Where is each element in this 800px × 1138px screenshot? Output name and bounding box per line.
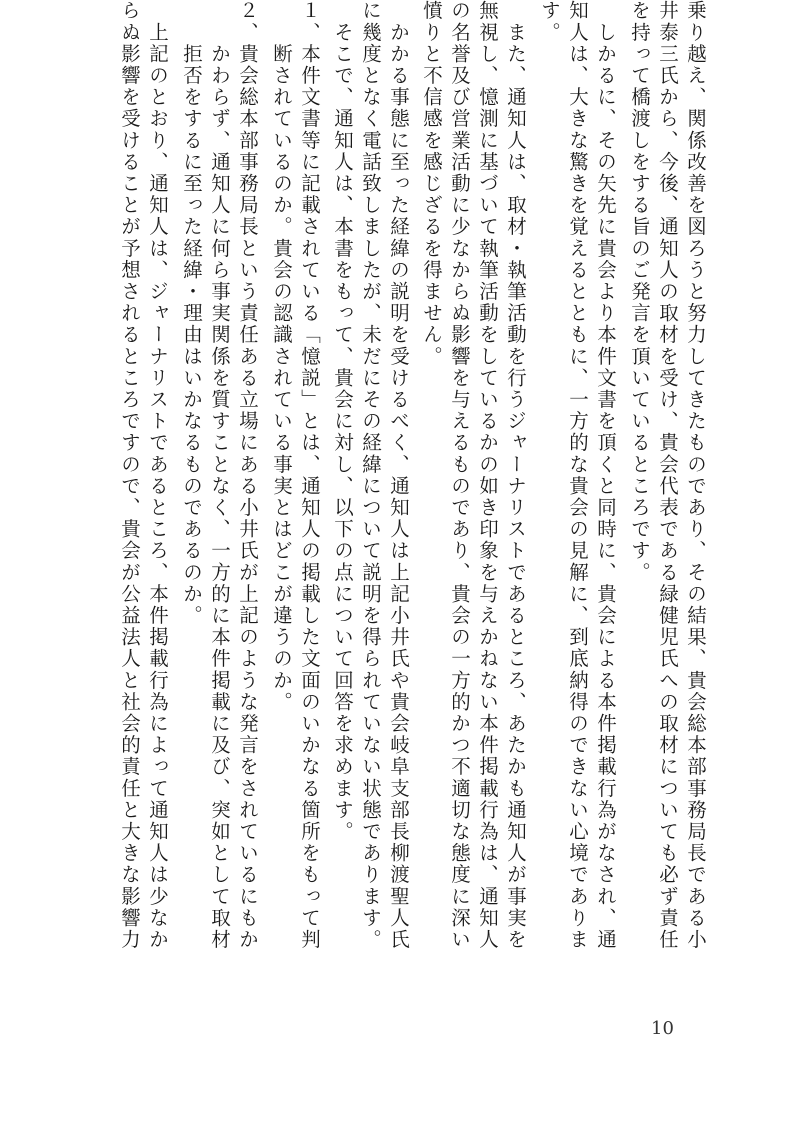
text-column: かかる事態に至った経緯の説明を受けるべく、通知人は上記小井氏や貴会岐阜支部長柳渡聖人氏	[387, 0, 410, 951]
text-column: 井泰三氏から、今後、通知人の取材を受け、貴会代表である緑健児氏への取材についても必ず責任	[656, 0, 679, 951]
text-column: に幾度となく電話致しましたが、未だにその経緯について説明を得られていない状態であります。	[359, 0, 382, 951]
text-column: しかるに、その矢先に貴会より本件文書を頂くと同時に、貴会による本件掲載行為がなされ、通	[594, 0, 617, 951]
text-column: ２、貴会総本部事務局長という責任ある立場にある小井氏が上記のような発言をされているにもか	[236, 0, 259, 951]
page-number: 10	[651, 1018, 674, 1039]
text-column: らぬ影響を受けることが予想されるところですので、貴会が公益法人と社会的責任と大きな影響力	[118, 0, 141, 951]
text-column: を持って橋渡しをする旨のご発言を頂いているところです。	[628, 0, 651, 584]
text-column: また、通知人は、取材・執筆活動を行うジャーナリストであるところ、あたかも通知人が事実を	[504, 0, 527, 951]
text-column: 無視し、憶測に基づいて執筆活動をしているかの如き印象を与えかねない本件掲載行為は、通知人	[476, 0, 499, 951]
text-column: 乗り越え、関係改善を図ろうと努力してきたものであり、その結果、貴会総本部事務局長である小	[684, 0, 707, 951]
text-column: 拒否をするに至った経緯・理由はいかなるものであるのか。	[180, 0, 203, 627]
text-column: かわらず、通知人に何ら事実関係を質すことなく、一方的に本件掲載に及び、突如として取材	[208, 0, 231, 951]
text-column: す。	[538, 0, 561, 44]
text-column: 知人は、大きな驚きを覚えるとともに、一方的な貴会の見解に、到底納得のできない心境でありま	[566, 0, 589, 951]
text-column: 憤りと不信感を感じざるを得ません。	[420, 0, 443, 368]
text-column: 断されているのか。貴会の認識されている事実とはどこが違うのか。	[270, 0, 293, 713]
text-column: の名誉及び営業活動に少なからぬ影響を与えるものであり、貴会の一方的かつ不適切な態度に深い	[448, 0, 471, 951]
text-column: 上記のとおり、通知人は、ジャーナリストであるところ、本件掲載行為によって通知人は少なか	[146, 0, 169, 951]
text-column: １、本件文書等に記載されている「憶説」とは、通知人の掲載した文面のいかなる箇所をもって判	[298, 0, 321, 951]
text-column: そこで、通知人は、本書をもって、貴会に対し、以下の点について回答を求めます。	[331, 0, 354, 843]
